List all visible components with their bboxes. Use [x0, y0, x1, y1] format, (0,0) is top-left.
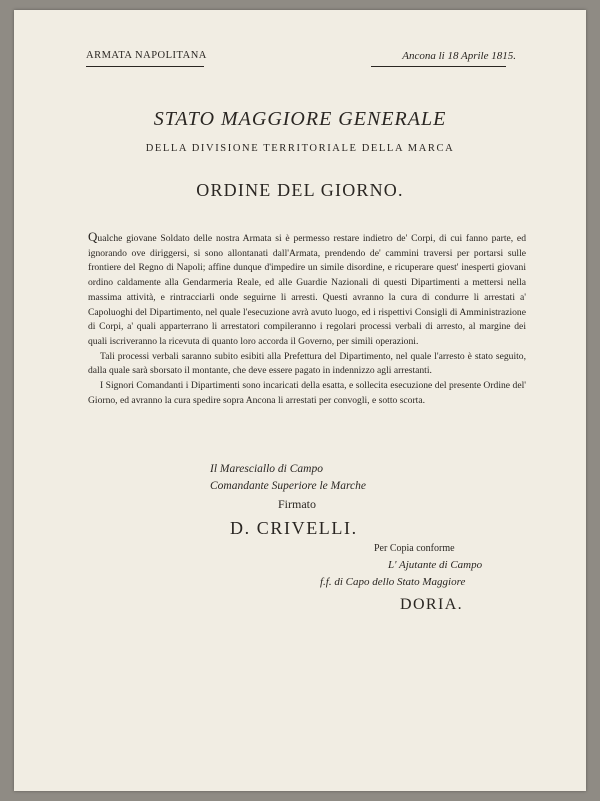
- army-header: ARMATA NAPOLITANA: [86, 50, 207, 61]
- order-heading: ORDINE DEL GIORNO.: [196, 180, 404, 200]
- header-rule-left: [86, 66, 204, 67]
- adjutant-line: L' Ajutante di Campo: [388, 559, 483, 571]
- signature-title-line-2: Comandante Superiore le Marche: [210, 480, 366, 492]
- document-body: [88, 230, 526, 408]
- body-paragraph-2: Tali processi verbali saranno subito esibiti alla Prefettura del Dipartimento, nel quale l'arresto è stato seguito, dalla quale sarà sborsato il montante, che deve essere pagato in indennizzo agli arrestanti.: [88, 350, 526, 377]
- signatory-name-crivelli: D. CRIVELLI.: [230, 518, 358, 538]
- signature-title-line-1: Il Maresciallo di Campo: [210, 463, 323, 475]
- signature-block-marshal: [210, 461, 366, 495]
- chief-of-staff-line: f.f. di Capo dello Stato Maggiore: [320, 576, 466, 588]
- document-subtitle: DELLA DIVISIONE TERRITORIALE DELLA MARCA: [145, 143, 455, 154]
- signatory-name-doria: DORIA.: [400, 596, 464, 613]
- header-rule-right: [371, 66, 506, 67]
- signature-block-copy: [320, 540, 483, 591]
- date-place-header: Ancona li 18 Aprile 1815.: [402, 50, 516, 62]
- body-paragraph-3: I Signori Comandanti i Dipartimenti sono incaricati della esatta, e sollecita esecuzione del presente Ordine del' Giorno, ed avranno la cura spedire sopra Ancona li arrestati per convogli, e sotto scorta.: [88, 380, 526, 406]
- document-sheet: [14, 10, 586, 791]
- copy-conformity-line: Per Copia conforme: [374, 543, 455, 554]
- firmato-label: Firmato: [278, 497, 316, 511]
- document-title: STATO MAGGIORE GENERALE: [153, 108, 447, 130]
- body-paragraph-1: Qualche giovane Soldato delle nostra Armata si è permesso restare indietro de' Corpi, di cui fanno parte, ed ignorando ove diriggersi, si sono allontanati dall'Armata, prendendo de' cammini traversi per portarsi sulle frontiere del Regno di Napoli; affine dunque d'impedire un simile disordine, e ricuperare quest' inesperti giovani ordino caldamente alla Gendarmeria Reale, ed alle Guardie Nazionali di questi Dipartimenti a mettersi nella massima attività, e rintracciarli onde seguirne li arresti. Questi avranno la cura di condurre li arrestati a' Capoluoghi del Dipartimento, nel quale l'esecuzione avrà avuto luogo, ed i rispettivi Consigli di Amministrazione di Corpi, a' quali apparterrano li arrestatori compileranno i regolari processi verbali di arresto, al margine dei quali iscriveranno la ricevuta di quanto loro accorda il Governo, per simili operazioni.: [88, 229, 526, 347]
